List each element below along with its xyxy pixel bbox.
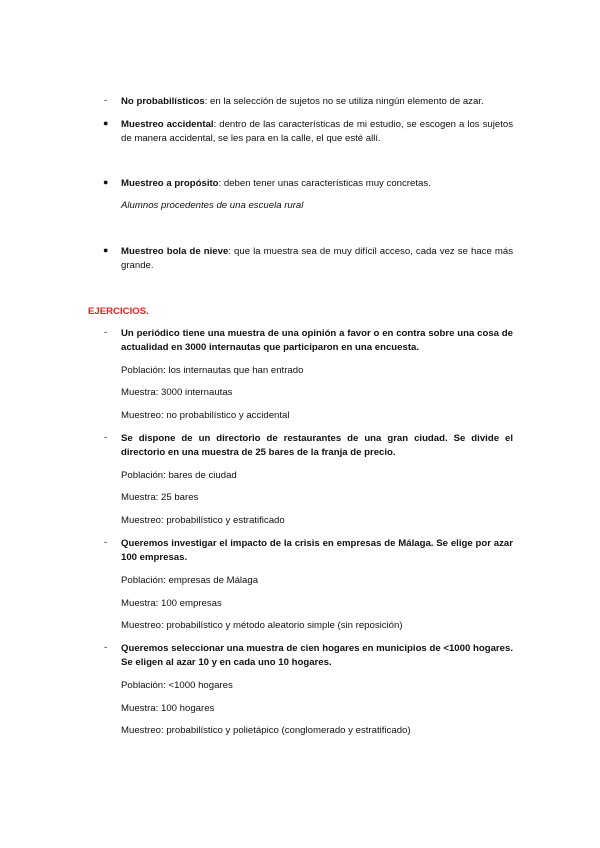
term: No probabilísticos: [121, 96, 205, 107]
poblacion-line: Población: <1000 hogares: [121, 680, 233, 691]
muestra-line: Muestra: 100 empresas: [121, 598, 222, 609]
muestra-line: Muestra: 25 bares: [121, 492, 199, 503]
round-bullet-icon: ●: [103, 177, 109, 187]
description: : que la muestra sea de muy difícil acceso, cada vez se hace más grande.: [121, 246, 513, 271]
dash-bullet: -: [104, 432, 108, 443]
description: : dentro de las características de mi estudio, se escogen a los sujetos de manera accidental, se les para en la calle, el que esté allí.: [121, 119, 513, 144]
muestreo-line: Muestreo: probabilístico y método aleatorio simple (sin reposición): [121, 620, 403, 631]
term: Muestreo accidental: [121, 119, 214, 130]
muestra-line: Muestra: 3000 internautas: [121, 387, 233, 398]
poblacion-line: Población: bares de ciudad: [121, 470, 237, 481]
question-number: 3000: [184, 342, 207, 353]
round-bullet-icon: ●: [103, 118, 109, 128]
term: Muestreo bola de nieve: [121, 246, 229, 257]
poblacion-line: Población: los internautas que han entrado: [121, 365, 304, 376]
muestreo-line: Muestreo: no probabilístico y accidental: [121, 410, 290, 421]
dash-bullet: -: [104, 537, 108, 548]
question: Se dispone de un directorio de restaurantes de una gran ciudad. Se divide el directorio en una muestra de 25 bares de la franja de precio.: [121, 433, 513, 458]
muestreo-line: Muestreo: probabilístico y polietápico (conglomerado y estratificado): [121, 725, 411, 736]
question: Queremos seleccionar una muestra de cien hogares en municipios de <1000 hogares. Se eligen al azar 10 y en cada uno 10 hogares.: [121, 643, 513, 668]
question: Queremos investigar el impacto de la crisis en empresas de Málaga. Se elige por azar 100 empresas.: [121, 538, 513, 563]
round-bullet-icon: ●: [103, 245, 109, 255]
question-part: internautas que participaron en una encuesta.: [206, 342, 420, 353]
muestra-line: Muestra: 100 hogares: [121, 703, 215, 714]
dash-bullet: -: [104, 327, 108, 338]
description: : deben tener unas características muy concretas.: [218, 178, 431, 189]
poblacion-line: Población: empresas de Málaga: [121, 575, 259, 586]
dash-bullet: -: [104, 95, 108, 106]
muestreo-line: Muestreo: probabilístico y estratificado: [121, 515, 285, 526]
term: Muestreo a propósito: [121, 178, 219, 189]
example-text: Alumnos procedentes de una escuela rural: [121, 200, 304, 211]
dash-bullet: -: [104, 642, 108, 653]
description: : en la selección de sujetos no se utiliza ningún elemento de azar.: [204, 96, 484, 107]
question-part: Un periódico tiene una muestra de una opinión a favor o en contra sobre una cosa de actualidad en: [121, 328, 513, 353]
exercises-heading: EJERCICIOS.: [88, 306, 149, 317]
